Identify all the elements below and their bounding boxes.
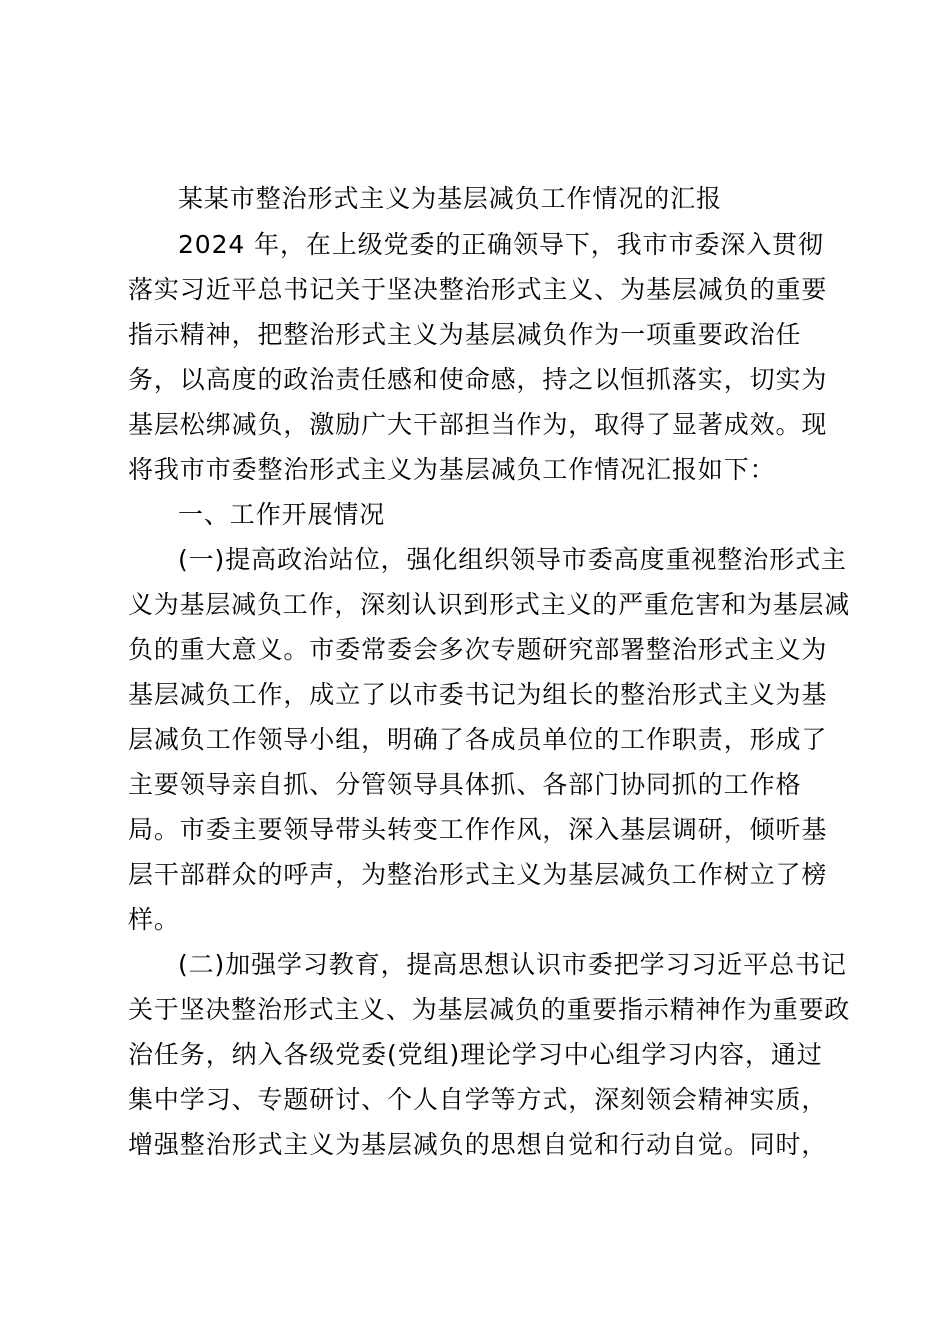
intro-line: 务，以高度的政治责任感和使命感，持之以恒抓落实，切实为 <box>128 365 828 394</box>
intro-line: 2024 年，在上级党委的正确领导下，我市市委深入贯彻 <box>178 230 824 259</box>
paragraph-line: 关于坚决整治形式主义、为基层减负的重要指示精神作为重要政 <box>128 995 851 1024</box>
paragraph-line: 层减负工作领导小组，明确了各成员单位的工作职责，形成了 <box>128 725 828 754</box>
paragraph-line: 基层减负工作，成立了以市委书记为组长的整治形式主义为基 <box>128 680 828 709</box>
intro-line: 指示精神，把整治形式主义为基层减负作为一项重要政治任 <box>128 320 802 349</box>
paragraph-line: 局。市委主要领导带头转变工作作风，深入基层调研，倾听基 <box>128 815 828 844</box>
section-heading: 一、工作开展情况 <box>178 500 386 529</box>
paragraph-line: 负的重大意义。市委常委会多次专题研究部署整治形式主义为 <box>128 635 828 664</box>
paragraph-line: 义为基层减负工作，深刻认识到形式主义的严重危害和为基层减 <box>128 590 851 619</box>
paragraph-line: 集中学习、专题研讨、个人自学等方式，深刻领会精神实质， <box>128 1085 828 1114</box>
paragraph-line: (二)加强学习教育，提高思想认识市委把学习习近平总书记 <box>178 950 847 979</box>
intro-line: 基层松绑减负，激励广大干部担当作为，取得了显著成效。现 <box>128 410 828 439</box>
paragraph-line: (一)提高政治站位，强化组织领导市委高度重视整治形式主 <box>178 545 847 574</box>
intro-line: 落实习近平总书记关于坚决整治形式主义、为基层减负的重要 <box>128 275 828 304</box>
document-title: 某某市整治形式主义为基层减负工作情况的汇报 <box>178 184 722 213</box>
paragraph-line: 样。 <box>128 905 180 934</box>
paragraph-line: 层干部群众的呼声，为整治形式主义为基层减负工作树立了榜 <box>128 860 828 889</box>
paragraph-line: 主要领导亲自抓、分管领导具体抓、各部门协同抓的工作格 <box>128 770 802 799</box>
paragraph-line: 治任务，纳入各级党委(党组)理论学习中心组学习内容，通过 <box>128 1040 823 1069</box>
paragraph-line: 增强整治形式主义为基层减负的思想自觉和行动自觉。同时， <box>128 1130 828 1159</box>
intro-line: 将我市市委整治形式主义为基层减负工作情况汇报如下： <box>128 455 776 484</box>
